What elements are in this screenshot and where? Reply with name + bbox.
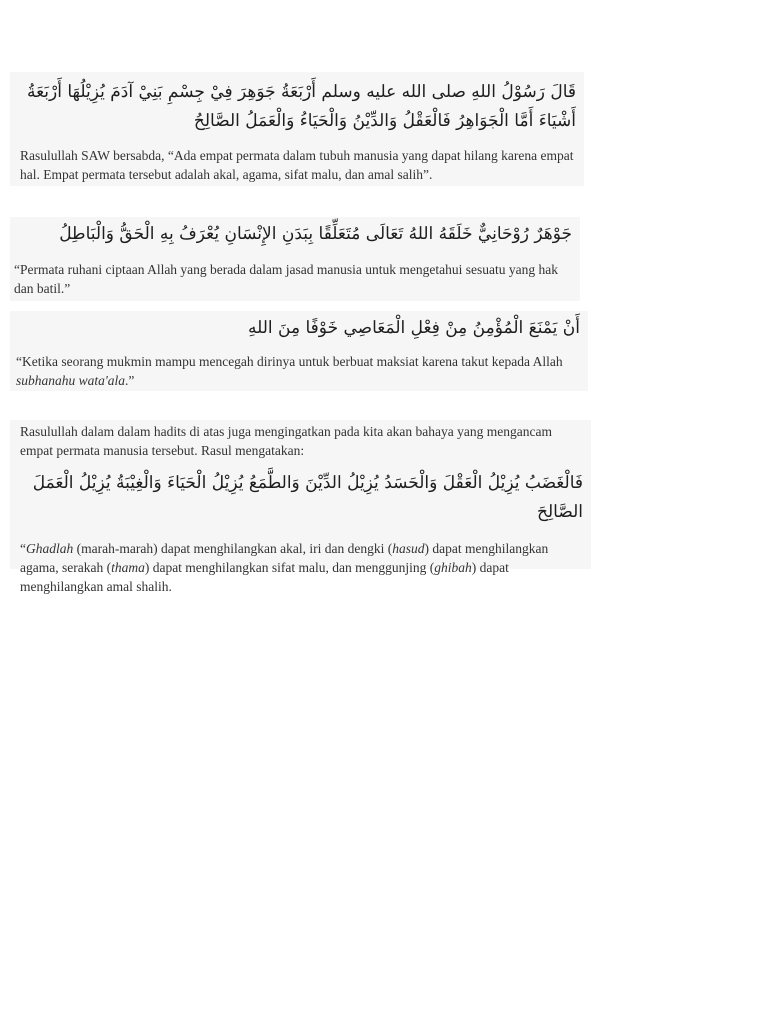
warning-block bbox=[10, 420, 591, 594]
translation-text: ) dapat menghilangkan sifat malu, dan menggunjing ( bbox=[144, 560, 435, 575]
definition-block-haya bbox=[10, 311, 588, 391]
translation-text: ) dapat menghilangkan agama, serakah ( bbox=[20, 541, 549, 575]
hadith-translation: Rasulullah SAW bersabda, “Ada empat permata dalam tubuh manusia yang dapat hilang karena empat hal. Empat permata tersebut adalah akal, agama, sifat malu, dan amal salih”. bbox=[20, 148, 574, 182]
definition-translation bbox=[10, 343, 588, 390]
hadith-block bbox=[10, 72, 584, 186]
arabic-definition-text: جَوْهَرٌ رُوْحَانِيٌّ خَلَقَهُ اللهُ تَعَالَى مُتَعَلِّقًا بِبَدَنِ الإِنْسَانِ يُعْرَفُ بِهِ الْحَقُّ وَالْبَاطِلُ bbox=[59, 224, 572, 244]
arabic-warning-text: فَالْغَضَبُ يُزِيْلُ الْعَقْلَ وَالْحَسَدُ يُزِيْلُ الدِّيْنَ وَالطَّمَعُ يُزِيْلُ الْحَيَاءَ وَالْغِيْبَةُ يُزِيْلُ الْعَمَلَ الصَّالِحَ bbox=[32, 473, 583, 522]
translation-text: .” bbox=[125, 373, 135, 388]
definition-translation: “Permata ruhani ciptaan Allah yang berada dalam jasad manusia untuk mengetahui sesuatu yang hak dan batil.” bbox=[14, 262, 558, 296]
translation-text: ) dapat menghilangkan amal shalih. bbox=[20, 560, 509, 594]
term-ghibah: ghibah bbox=[434, 560, 472, 575]
term-thama: thama bbox=[111, 560, 145, 575]
term-hasud: hasud bbox=[392, 541, 425, 556]
translation-text: “ bbox=[20, 541, 26, 556]
translation-text: (marah-marah) dapat menghilangkan akal, iri dan dengki ( bbox=[73, 541, 393, 556]
translation-text: “Ketika seorang mukmin mampu mencegah dirinya untuk berbuat maksiat karena takut kepada Allah bbox=[16, 354, 563, 369]
warning-translation bbox=[10, 527, 591, 596]
definition-block-akal bbox=[10, 217, 580, 301]
arabic-hadith-text: قَالَ رَسُوْلُ اللهِ صلى الله عليه وسلم أَرْبَعَةُ جَوَهِرَ فِيْ جِسْمِ بَنِيْ آدَمَ يُزِيْلُهَا أَرْبَعَةُ أَشْيَاءَ أَمَّا الْجَوَاهِرُ فَالْعَقْلُ وَالدِّيْنُ وَالْحَيَاءُ وَالْعَمَلُ الصَّالِحُ bbox=[26, 82, 576, 131]
arabic-definition-text: أَنْ يَمْنَعَ الْمُؤْمِنُ مِنْ فِعْلِ الْمَعَاصِي خَوْفًا مِنَ اللهِ bbox=[248, 318, 580, 338]
translation-italic: subhanahu wata'ala bbox=[16, 373, 126, 388]
term-ghadlah: Ghadlah bbox=[26, 541, 74, 556]
intro-paragraph: Rasulullah dalam dalam hadits di atas juga mengingatkan pada kita akan bahaya yang mengancam empat permata manusia tersebut. Rasul mengatakan: bbox=[20, 424, 552, 458]
